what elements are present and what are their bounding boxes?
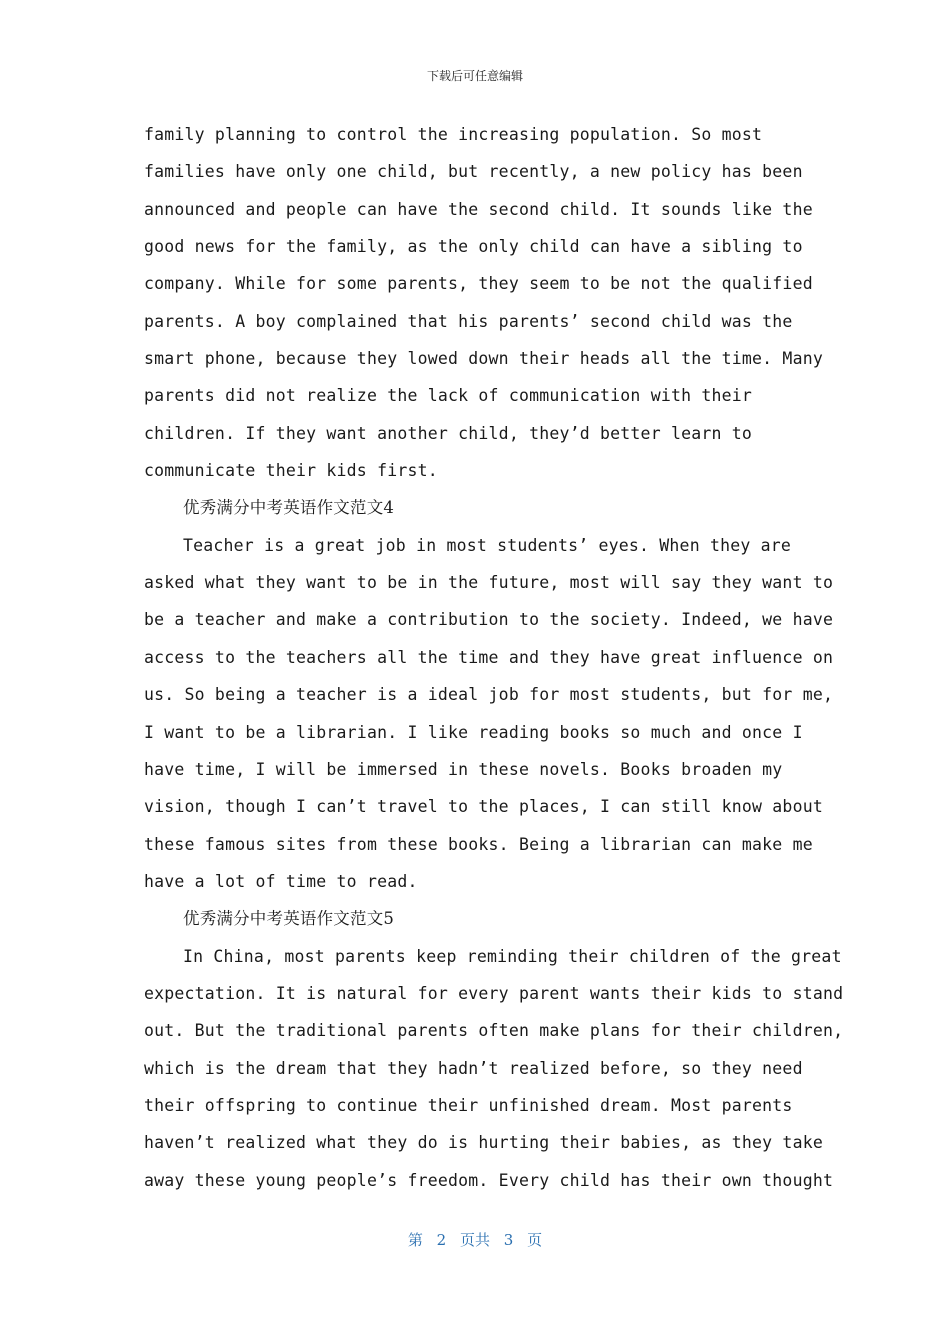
- text-line: vision, though I can’t travel to the places, I can still know about: [144, 797, 823, 817]
- page-header: 下载后可任意编辑: [426, 69, 523, 83]
- text-line: I want to be a librarian. I like reading books so much and once I: [144, 722, 803, 742]
- text-line: be a teacher and make a contribution to the society. Indeed, we have: [144, 610, 834, 630]
- text-line: their offspring to continue their unfinished dream. Most parents: [144, 1095, 793, 1115]
- text-line: these famous sites from these books. Being a librarian can make me: [144, 834, 813, 854]
- text-line: expectation. It is natural for every parent wants their kids to stand: [144, 983, 844, 1003]
- text-line: company. While for some parents, they seem to be not the qualified: [144, 274, 813, 294]
- text-line: us. So being a teacher is a ideal job for most students, but for me,: [144, 685, 834, 705]
- section-heading: 优秀满分中考英语作文范文5: [183, 909, 395, 929]
- text-line: which is the dream that they hadn’t realized before, so they need: [144, 1058, 803, 1078]
- paragraph-first-line: In China, most parents keep reminding their children of the great: [183, 946, 842, 966]
- text-line: parents did not realize the lack of communication with their: [144, 386, 753, 406]
- text-line: announced and people can have the second child. It sounds like the: [144, 199, 813, 219]
- text-line: children. If they want another child, they’d better learn to: [144, 423, 753, 443]
- section-heading: 优秀满分中考英语作文范文4: [183, 498, 395, 518]
- text-line: parents. A boy complained that his parents’ second child was the: [144, 311, 793, 331]
- text-line: families have only one child, but recently, a new policy has been: [144, 162, 803, 182]
- text-line: family planning to control the increasing population. So most: [144, 125, 763, 144]
- text-line: good news for the family, as the only child can have a sibling to: [144, 237, 803, 257]
- text-line: asked what they want to be in the future, most will say they want to: [144, 573, 834, 593]
- text-line: have time, I will be immersed in these novels. Books broaden my: [144, 759, 783, 779]
- text-line: out. But the traditional parents often make plans for their children,: [144, 1021, 844, 1041]
- text-line: access to the teachers all the time and they have great influence on: [144, 647, 834, 667]
- text-line: away these young people’s freedom. Every child has their own thought: [144, 1170, 834, 1190]
- text-line: have a lot of time to read.: [144, 871, 418, 891]
- text-line: communicate their kids first.: [144, 461, 438, 481]
- document-body: [144, 116, 844, 1199]
- page-footer: 第 2 页共 3 页: [407, 1231, 543, 1249]
- text-line: smart phone, because they lowed down their heads all the time. Many: [144, 349, 823, 369]
- text-line: haven’t realized what they do is hurting their babies, as they take: [144, 1133, 823, 1153]
- paragraph-first-line: Teacher is a great job in most students’ eyes. When they are: [183, 535, 792, 555]
